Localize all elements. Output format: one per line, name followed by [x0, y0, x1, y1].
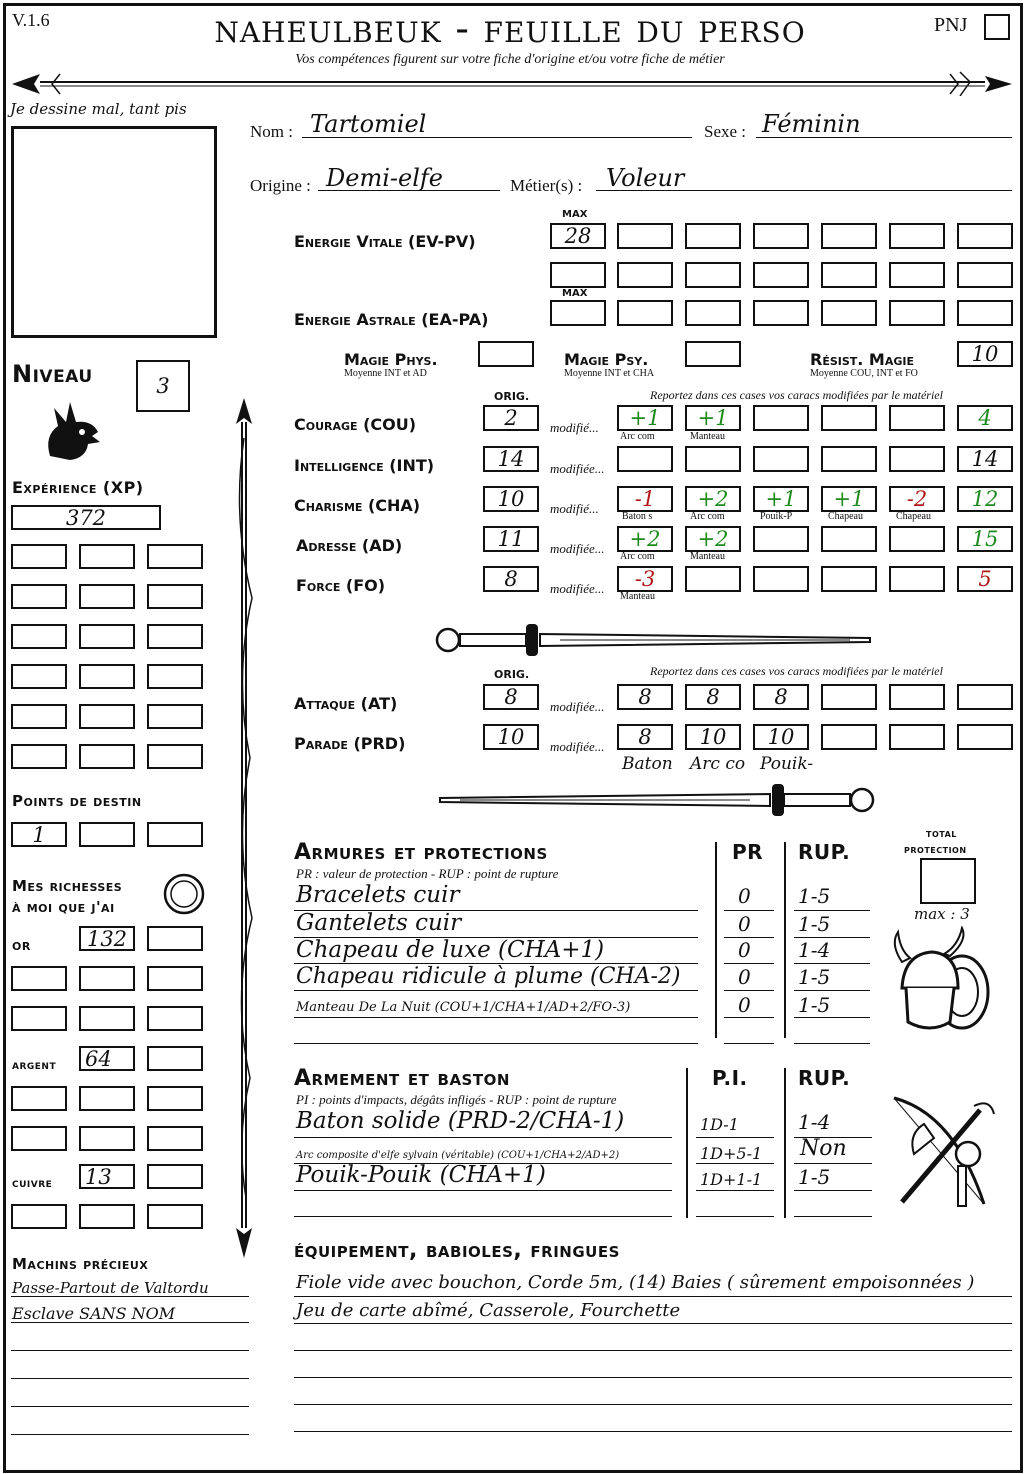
- total-protection-max: max : 3: [914, 905, 970, 923]
- stat-label-fo: Force (FO): [296, 576, 386, 595]
- armures-title: Armures et protections: [294, 840, 548, 865]
- ev-box[interactable]: [889, 223, 945, 249]
- helmet-shield-icon: [888, 926, 998, 1036]
- ea-box[interactable]: [685, 300, 741, 326]
- stat-mod-fo[interactable]: [685, 566, 741, 592]
- arme-rup[interactable]: 1-4: [798, 1110, 831, 1134]
- xp-grid-cell[interactable]: [11, 584, 67, 609]
- arme-pi[interactable]: 1D+5-1: [700, 1144, 763, 1163]
- niveau-label: Niveau: [12, 360, 93, 388]
- arme-line: [794, 1163, 872, 1164]
- stat-mod-note: Arc com: [620, 431, 655, 442]
- stat-mod-int[interactable]: [617, 446, 673, 472]
- armement-divider: [784, 1068, 786, 1218]
- or-label: or: [12, 936, 31, 954]
- stat-label-int: Intelligence (INT): [294, 456, 435, 475]
- stat-mod-int[interactable]: [821, 446, 877, 472]
- portrait-box[interactable]: [11, 126, 217, 338]
- money-box[interactable]: [79, 966, 135, 991]
- stat-orig-int[interactable]: 14: [483, 446, 539, 472]
- stat-mod-cha[interactable]: +2: [685, 486, 741, 512]
- arme-rup[interactable]: Non: [800, 1136, 847, 1161]
- armure-line: [794, 1043, 870, 1044]
- xp-grid-cell[interactable]: [147, 664, 203, 689]
- total-protection-box[interactable]: [920, 858, 976, 904]
- armure-line: [724, 990, 774, 991]
- money-box[interactable]: [11, 966, 67, 991]
- metier-field[interactable]: Voleur: [606, 164, 685, 192]
- xp-grid-cell[interactable]: [79, 704, 135, 729]
- armure-name[interactable]: Chapeau ridicule à plume (CHA-2): [296, 964, 681, 989]
- equipement-line: [294, 1323, 1012, 1324]
- money-box[interactable]: [11, 1204, 67, 1229]
- arme-rup[interactable]: 1-5: [798, 1165, 831, 1189]
- money-box[interactable]: [11, 1006, 67, 1031]
- stat-mod-note: Manteau: [620, 591, 655, 602]
- machin-line: [11, 1350, 249, 1351]
- stat-mod-ad[interactable]: [889, 526, 945, 552]
- equipement-line: [294, 1377, 1012, 1378]
- money-box[interactable]: [147, 966, 203, 991]
- weapon-note: Baton: [622, 754, 673, 774]
- arme-pi[interactable]: 1D-1: [700, 1115, 739, 1134]
- armure-pr[interactable]: 0: [738, 938, 751, 962]
- resist-magie-box[interactable]: 10: [957, 341, 1013, 367]
- attaque-mod[interactable]: [889, 684, 945, 710]
- armure-pr[interactable]: 0: [738, 912, 751, 936]
- stat-mod-cha[interactable]: +1: [821, 486, 877, 512]
- machin-item[interactable]: Passe-Partout de Valtordu: [12, 1279, 209, 1297]
- ev-box[interactable]: [753, 223, 809, 249]
- stat-mod-cou[interactable]: [821, 405, 877, 431]
- armure-name[interactable]: Bracelets cuir: [296, 882, 460, 908]
- resist-magie-label: Résist. Magie: [810, 350, 914, 369]
- ev-label: Energie Vitale (EV-PV): [294, 232, 476, 251]
- report-note: Reportez dans ces cases vos caracs modifiées par le matériel: [650, 388, 943, 402]
- money-box[interactable]: [147, 1006, 203, 1031]
- attaque-final[interactable]: [957, 684, 1013, 710]
- attaque-mod[interactable]: 8: [753, 684, 809, 710]
- pnj-label: PNJ: [934, 14, 968, 36]
- machin-line: [11, 1322, 249, 1323]
- attaque-mod[interactable]: [821, 684, 877, 710]
- origine-field[interactable]: Demi-elfe: [326, 164, 443, 192]
- parade-mod[interactable]: [821, 724, 877, 750]
- arme-line: [794, 1216, 872, 1217]
- stat-mod-cou[interactable]: [753, 405, 809, 431]
- ea-label: Energie Astrale (EA-PA): [294, 310, 489, 329]
- stat-final-ad[interactable]: 15: [957, 526, 1013, 552]
- stat-mod-int[interactable]: [753, 446, 809, 472]
- arme-line: [294, 1190, 672, 1191]
- spear-divider-icon: [10, 68, 1014, 96]
- ev-box[interactable]: [617, 223, 673, 249]
- armure-pr[interactable]: 0: [738, 884, 751, 908]
- ev-box[interactable]: [821, 262, 877, 288]
- stat-mod-ad[interactable]: +2: [685, 526, 741, 552]
- machin-line: [11, 1296, 249, 1297]
- xp-grid-cell[interactable]: [79, 664, 135, 689]
- ev-box[interactable]: [753, 262, 809, 288]
- total-protection-label-2: protection: [904, 842, 967, 856]
- magie-phys-label: Magie Phys.: [344, 350, 438, 369]
- stat-mod-note: Pouik-P: [760, 511, 793, 522]
- ea-box[interactable]: [821, 300, 877, 326]
- armures-note: PR : valeur de protection - RUP : point de rupture: [296, 866, 559, 881]
- sword-icon: [430, 620, 880, 660]
- orig-label: ORIG.: [494, 668, 530, 681]
- stat-mod-cha[interactable]: +1: [753, 486, 809, 512]
- spear-vertical-icon: [226, 398, 262, 1258]
- stat-mod-note: Chapeau: [896, 511, 931, 522]
- money-box[interactable]: [147, 1204, 203, 1229]
- ev-box[interactable]: [957, 223, 1013, 249]
- armure-pr[interactable]: 0: [738, 993, 751, 1017]
- orig-label: ORIG.: [494, 390, 530, 403]
- modif-label: modifiée...: [550, 581, 605, 596]
- stat-mod-cha[interactable]: -2: [889, 486, 945, 512]
- equipement-line: [294, 1404, 1012, 1405]
- report-note: Reportez dans ces cases vos caracs modifiées par le matériel: [650, 664, 943, 678]
- niveau-box[interactable]: 3: [136, 360, 190, 412]
- parade-mod[interactable]: [889, 724, 945, 750]
- version-label: V.1.6: [12, 10, 50, 30]
- destin-box[interactable]: [79, 822, 135, 847]
- money-box[interactable]: [79, 1086, 135, 1111]
- armure-name[interactable]: Gantelets cuir: [296, 910, 462, 936]
- magie-phys-box[interactable]: [478, 341, 534, 367]
- sheet-title: naheulbeuk - feuille du perso: [214, 6, 806, 52]
- armures-divider: [715, 842, 717, 1038]
- stat-final-int[interactable]: 14: [957, 446, 1013, 472]
- modif-label: modifiée...: [550, 699, 605, 714]
- origine-label: Origine :: [250, 176, 311, 195]
- armures-divider: [784, 842, 786, 1038]
- or-box[interactable]: 132: [79, 926, 135, 951]
- xp-grid-cell[interactable]: [79, 544, 135, 569]
- stat-mod-fo[interactable]: [889, 566, 945, 592]
- stat-label-cou: Courage (COU): [294, 415, 417, 434]
- ea-max-box[interactable]: [550, 300, 606, 326]
- armure-rup[interactable]: 1-5: [798, 965, 831, 989]
- xp-grid-cell[interactable]: [147, 704, 203, 729]
- richesses-title-2: à moi que j'ai: [12, 898, 115, 916]
- sword-icon: [430, 780, 880, 820]
- dragon-icon: [40, 396, 106, 466]
- parade-mod[interactable]: 10: [685, 724, 741, 750]
- stat-mod-note: Chapeau: [828, 511, 863, 522]
- ev-box[interactable]: [685, 223, 741, 249]
- armure-name[interactable]: Manteau De La Nuit (COU+1/CHA+1/AD+2/FO-3): [296, 1000, 631, 1015]
- modif-label: modifiée...: [550, 541, 605, 556]
- attaque-orig[interactable]: 8: [483, 684, 539, 710]
- xp-grid-cell[interactable]: [147, 744, 203, 769]
- money-box[interactable]: [11, 1086, 67, 1111]
- armure-line: [794, 990, 870, 991]
- arme-name[interactable]: Arc composite d'elfe sylvain (véritable) (COU+1/CHA+2/AD+2): [296, 1150, 620, 1161]
- armement-title: Armement et baston: [294, 1066, 510, 1091]
- money-box[interactable]: [147, 1086, 203, 1111]
- stat-mod-ad[interactable]: [753, 526, 809, 552]
- armement-rup-header: RUP.: [798, 1066, 851, 1090]
- machin-line: [11, 1406, 249, 1407]
- xp-grid-cell[interactable]: [11, 664, 67, 689]
- machin-line: [11, 1378, 249, 1379]
- xp-grid-cell[interactable]: [147, 544, 203, 569]
- xp-label: Expérience (XP): [12, 478, 144, 497]
- ea-box[interactable]: [753, 300, 809, 326]
- attaque-label: Attaque (AT): [294, 694, 398, 713]
- modif-label: modifiée...: [550, 739, 605, 754]
- armure-line: [294, 1017, 698, 1018]
- xp-grid-cell[interactable]: [79, 624, 135, 649]
- armure-line: [294, 990, 698, 991]
- xp-grid-cell[interactable]: [147, 624, 203, 649]
- stat-mod-fo[interactable]: [821, 566, 877, 592]
- stat-mod-note: Baton s: [622, 511, 653, 522]
- arme-line: [294, 1137, 672, 1138]
- nom-label: Nom :: [250, 122, 293, 141]
- machin-line: [11, 1434, 249, 1435]
- attaque-mod[interactable]: 8: [617, 684, 673, 710]
- arme-line: [696, 1163, 774, 1164]
- stat-mod-fo[interactable]: [753, 566, 809, 592]
- cuivre-label: cuivre: [12, 1176, 53, 1191]
- sheet-subtitle: Vos compétences figurent sur votre fiche d'origine et/ou votre fiche de métier: [295, 52, 725, 67]
- pnj-checkbox[interactable]: [984, 14, 1010, 40]
- equipement-line: [294, 1350, 1012, 1351]
- parade-mod[interactable]: 8: [617, 724, 673, 750]
- modif-label: modifié...: [550, 501, 599, 516]
- armure-line: [724, 963, 774, 964]
- ea-max-label: MAX: [562, 288, 588, 299]
- xp-grid-cell[interactable]: [79, 744, 135, 769]
- money-box[interactable]: [79, 1204, 135, 1229]
- armures-rup-header: RUP.: [798, 840, 851, 864]
- xp-grid-cell[interactable]: [11, 744, 67, 769]
- armure-line: [794, 1017, 870, 1018]
- xp-grid-cell[interactable]: [11, 704, 67, 729]
- sexe-label: Sexe :: [704, 122, 747, 141]
- money-box[interactable]: [11, 1126, 67, 1151]
- stat-label-ad: Adresse (AD): [296, 536, 403, 555]
- armure-line: [724, 1043, 774, 1044]
- equipement-line-text[interactable]: Fiole vide avec bouchon, Corde 5m, (14) Baies ( sûrement empoisonnées ): [296, 1272, 975, 1293]
- argent-box[interactable]: 64: [79, 1046, 135, 1071]
- armure-line: [794, 910, 870, 911]
- magie-psy-box[interactable]: [685, 341, 741, 367]
- modif-label: modifié...: [550, 420, 599, 435]
- arme-line: [696, 1137, 774, 1138]
- money-box[interactable]: [79, 1006, 135, 1031]
- stat-orig-ad[interactable]: 11: [483, 526, 539, 552]
- armement-note: PI : points d'impacts, dégâts infligés - RUP : point de rupture: [296, 1092, 617, 1107]
- stat-final-fo[interactable]: 5: [957, 566, 1013, 592]
- armure-line: [794, 963, 870, 964]
- equipement-title: équipement, babioles, fringues: [294, 1238, 620, 1263]
- arme-line: [794, 1190, 872, 1191]
- armure-line: [724, 910, 774, 911]
- weapons-icon: [884, 1094, 1004, 1214]
- stat-orig-fo[interactable]: 8: [483, 566, 539, 592]
- armure-rup[interactable]: 1-5: [798, 993, 831, 1017]
- arme-name[interactable]: Pouik-Pouik (CHA+1): [296, 1162, 546, 1188]
- portrait-caption: Je dessine mal, tant pis: [10, 100, 187, 118]
- stat-mod-cou[interactable]: +1: [685, 405, 741, 431]
- parade-label: Parade (PRD): [294, 734, 406, 753]
- weapon-note: Arc co: [690, 754, 746, 774]
- arme-line: [696, 1216, 774, 1217]
- weapon-note: Pouik-: [760, 754, 814, 774]
- armure-rup[interactable]: 1-5: [798, 912, 831, 936]
- ev-max-label: MAX: [562, 209, 588, 220]
- or-box[interactable]: [147, 926, 203, 951]
- arme-name[interactable]: Baton solide (PRD-2/CHA-1): [296, 1108, 625, 1134]
- total-protection-label-1: total: [926, 826, 957, 840]
- stat-orig-cha[interactable]: 10: [483, 486, 539, 512]
- stat-orig-cou[interactable]: 2: [483, 405, 539, 431]
- ev-box[interactable]: [550, 262, 606, 288]
- parade-final[interactable]: [957, 724, 1013, 750]
- ev-box[interactable]: [617, 262, 673, 288]
- stat-mod-ad[interactable]: +2: [617, 526, 673, 552]
- ea-box[interactable]: [617, 300, 673, 326]
- equipement-line: [294, 1431, 1012, 1432]
- stat-mod-note: Manteau: [690, 431, 725, 442]
- stat-final-cha[interactable]: 12: [957, 486, 1013, 512]
- stat-mod-cou[interactable]: +1: [617, 405, 673, 431]
- armure-rup[interactable]: 1-5: [798, 884, 831, 908]
- armement-divider: [686, 1068, 688, 1218]
- modif-label: modifiée...: [550, 461, 605, 476]
- sexe-field[interactable]: Féminin: [762, 110, 861, 138]
- armement-pi-header: P.I.: [712, 1066, 748, 1090]
- stat-mod-note: Manteau: [690, 551, 725, 562]
- armure-name[interactable]: Chapeau de luxe (CHA+1): [296, 937, 605, 963]
- magie-psy-label: Magie Psy.: [564, 350, 649, 369]
- armure-line: [724, 1017, 774, 1018]
- xp-grid-cell[interactable]: [11, 544, 67, 569]
- machins-label: Machins précieux: [12, 1255, 149, 1273]
- stat-mod-cha[interactable]: -1: [617, 486, 673, 512]
- arme-line: [294, 1216, 672, 1217]
- stat-final-cou[interactable]: 4: [957, 405, 1013, 431]
- machin-item[interactable]: Esclave SANS NOM: [12, 1304, 176, 1323]
- nom-field[interactable]: Tartomiel: [310, 110, 427, 138]
- xp-grid-cell[interactable]: [11, 624, 67, 649]
- xp-grid-cell[interactable]: [79, 584, 135, 609]
- arme-line: [696, 1190, 774, 1191]
- cuivre-box[interactable]: [147, 1164, 203, 1189]
- money-box[interactable]: [147, 1126, 203, 1151]
- ev-box[interactable]: [889, 262, 945, 288]
- stat-label-cha: Charisme (CHA): [294, 496, 421, 515]
- destin-label: Points de destin: [12, 792, 142, 810]
- ev-box[interactable]: [685, 262, 741, 288]
- equipement-line-text[interactable]: Jeu de carte abîmé, Casserole, Fourchette: [296, 1300, 681, 1321]
- ev-box[interactable]: [821, 223, 877, 249]
- destin-box[interactable]: [147, 822, 203, 847]
- arme-pi[interactable]: 1D+1-1: [700, 1170, 763, 1189]
- stat-mod-int[interactable]: [889, 446, 945, 472]
- magie-psy-note: Moyenne INT et CHA: [564, 368, 655, 379]
- ea-box[interactable]: [889, 300, 945, 326]
- parade-orig[interactable]: 10: [483, 724, 539, 750]
- destin-box[interactable]: 1: [11, 822, 67, 847]
- resist-magie-note: Moyenne COU, INT et FO: [810, 368, 918, 379]
- stat-mod-ad[interactable]: [821, 526, 877, 552]
- ea-box[interactable]: [957, 300, 1013, 326]
- parade-mod[interactable]: 10: [753, 724, 809, 750]
- xp-box[interactable]: 372: [11, 505, 161, 530]
- equipement-line: [294, 1296, 1012, 1297]
- ev-max-box[interactable]: 28: [550, 223, 606, 249]
- armure-rup[interactable]: 1-4: [798, 938, 831, 962]
- stat-mod-note: Arc com: [690, 511, 725, 522]
- xp-grid-cell[interactable]: [147, 584, 203, 609]
- stat-mod-int[interactable]: [685, 446, 741, 472]
- money-box[interactable]: [79, 1126, 135, 1151]
- stat-mod-cou[interactable]: [889, 405, 945, 431]
- argent-label: argent: [12, 1058, 57, 1073]
- ev-box[interactable]: [957, 262, 1013, 288]
- armure-pr[interactable]: 0: [738, 965, 751, 989]
- magie-phys-note: Moyenne INT et AD: [344, 368, 427, 379]
- attaque-mod[interactable]: 8: [685, 684, 741, 710]
- cuivre-box[interactable]: 13: [79, 1164, 135, 1189]
- metier-label: Métier(s) :: [510, 176, 583, 195]
- armure-line: [294, 1043, 698, 1044]
- argent-box[interactable]: [147, 1046, 203, 1071]
- richesses-title-1: Mes richesses: [12, 877, 123, 895]
- stat-mod-fo[interactable]: -3: [617, 566, 673, 592]
- armures-pr-header: PR: [732, 840, 764, 864]
- coin-icon: [162, 872, 206, 916]
- stat-mod-note: Arc com: [620, 551, 655, 562]
